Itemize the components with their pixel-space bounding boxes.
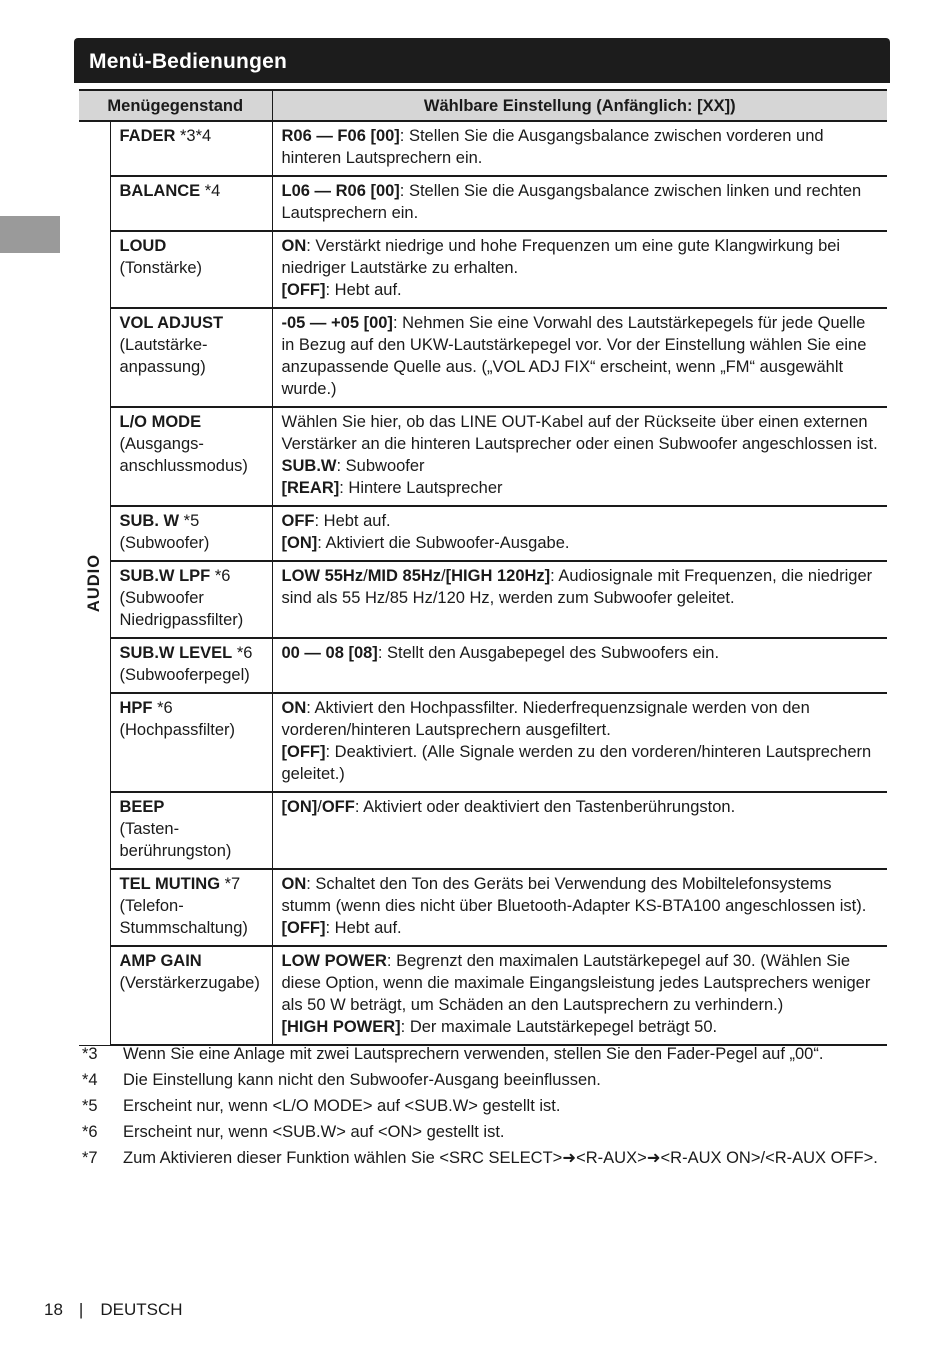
table-row	[79, 121, 887, 176]
setting-cell	[272, 869, 887, 946]
setting-text: : Schaltet den Ton des Geräts bei Verwendung des Mobiltelefonsystems stumm (wenn dies nicht über Bluetooth-Adapter KS-BTA100 angeschlossen ist).	[281, 875, 867, 915]
setting-value: ON	[281, 875, 307, 893]
setting-value: [ON]	[281, 798, 318, 816]
footnote-text: Wenn Sie eine Anlage mit zwei Lautsprechern verwenden, stellen Sie den Fader-Pegel auf „00“.	[123, 1045, 824, 1063]
setting-value: LOW 55Hz	[281, 567, 364, 585]
menu-item-name: HPF	[119, 699, 153, 717]
menu-item-cell	[110, 407, 272, 506]
menu-item-cell	[110, 176, 272, 231]
setting-line	[282, 235, 882, 279]
menu-item-description: (Lautstärke-	[119, 336, 208, 354]
footnote-text: Zum Aktivieren dieser Funktion wählen Sie <SRC SELECT>➜<R-AUX>➜<R-AUX ON>/<R-AUX OFF>.	[123, 1149, 878, 1167]
footnote	[82, 1095, 887, 1117]
setting-value: [REAR]	[281, 479, 340, 497]
menu-item-footnote-ref: *5	[179, 512, 200, 530]
setting-line	[282, 697, 882, 741]
setting-cell	[272, 407, 887, 506]
setting-line	[282, 950, 882, 1016]
table-row	[79, 638, 887, 693]
menu-item-footnote-ref: *3*4	[175, 127, 212, 145]
table-row	[79, 407, 887, 506]
footnote-text: Die Einstellung kann nicht den Subwoofer-Ausgang beeinflussen.	[123, 1071, 601, 1089]
setting-text: : Audiosignale mit Frequenzen, die niedriger sind als 55 Hz/85 Hz/120 Hz, werden zum Subwoofer geleitet.	[281, 567, 873, 607]
setting-cell	[272, 561, 887, 638]
setting-cell	[272, 176, 887, 231]
table-row	[79, 561, 887, 638]
setting-cell	[272, 308, 887, 407]
menu-item-name: SUB. W	[119, 512, 180, 530]
setting-value: ON	[281, 237, 307, 255]
footnote-mark: *3	[82, 1045, 98, 1063]
setting-value: L06 — R06 [00]	[281, 182, 400, 200]
menu-item-footnote-ref: *6	[232, 644, 253, 662]
setting-line	[282, 741, 882, 785]
column-header-item: Menügegenstand	[79, 90, 272, 121]
setting-text: : Subwoofer	[336, 457, 425, 475]
setting-text: : Begrenzt den maximalen Lautstärkepegel auf 30. (Wählen Sie diese Option, wenn die maximale Eingangsleistung jedes Lautsprechers weniger als 50 W beträgt, um Schäden an den Lautsprechern zu verhindern.)	[281, 952, 871, 1014]
setting-text: : Aktiviert den Hochpassfilter. Niederfrequenzsignale werden von den vorderen/hinteren Lautsprechern ausgefiltert.	[281, 699, 810, 739]
category-label: AUDIO	[85, 554, 104, 613]
setting-value: -05 — +05 [00]	[281, 314, 393, 332]
footnote-mark: *6	[82, 1123, 98, 1141]
footnote-mark: *7	[82, 1149, 98, 1167]
setting-line	[282, 125, 882, 169]
menu-item-description: (Telefon-	[119, 897, 184, 915]
setting-value: [HIGH 120Hz]	[445, 567, 551, 585]
footnote	[82, 1147, 887, 1169]
setting-line	[282, 532, 882, 554]
setting-line	[282, 917, 882, 939]
menu-item-description: (Tonstärke)	[119, 259, 203, 277]
menu-item-description: (Ausgangs-	[119, 435, 204, 453]
menu-item-footnote-ref: *4	[200, 182, 221, 200]
setting-value: [OFF]	[281, 743, 326, 761]
setting-value: 00 — 08 [08]	[281, 644, 378, 662]
menu-item-cell	[110, 946, 272, 1045]
setting-line	[282, 279, 882, 301]
table-row	[79, 792, 887, 869]
setting-line	[282, 642, 882, 664]
setting-line	[282, 312, 882, 400]
setting-value: OFF	[321, 798, 355, 816]
menu-item-description: (Verstärkerzugabe)	[119, 974, 260, 992]
setting-cell	[272, 506, 887, 561]
setting-value: [ON]	[281, 534, 318, 552]
menu-item-name: VOL ADJUST	[119, 314, 224, 332]
footnote-mark: *4	[82, 1071, 98, 1089]
footnote-mark: *5	[82, 1097, 98, 1115]
setting-line	[282, 477, 882, 499]
page-title: Menü-Bedienungen	[89, 50, 288, 73]
table-row	[79, 946, 887, 1045]
setting-text: : Hebt auf.	[325, 281, 402, 299]
menu-item-description: (Hochpassfilter)	[119, 721, 236, 739]
menu-item-description: Niedrigpassfilter)	[119, 611, 244, 629]
setting-line	[282, 1016, 882, 1038]
menu-item-description: anschlussmodus)	[119, 457, 248, 475]
setting-cell	[272, 792, 887, 869]
footer-separator: |	[78, 1300, 84, 1319]
menu-item-description: berührungston)	[119, 842, 232, 860]
table-row	[79, 231, 887, 308]
setting-text: : Aktiviert oder deaktiviert den Tastenberührungston.	[354, 798, 736, 816]
setting-line	[282, 411, 882, 455]
setting-value: [HIGH POWER]	[281, 1018, 401, 1036]
menu-item-footnote-ref: *6	[210, 567, 231, 585]
setting-line	[282, 510, 882, 532]
setting-text: : Stellt den Ausgabepegel des Subwoofers ein.	[377, 644, 720, 662]
menu-item-cell	[110, 693, 272, 792]
setting-line	[282, 455, 882, 477]
table-row	[79, 693, 887, 792]
setting-text: /	[363, 567, 368, 585]
menu-item-cell	[110, 506, 272, 561]
setting-line	[282, 180, 882, 224]
menu-item-name: AMP GAIN	[119, 952, 202, 970]
setting-value: SUB.W	[281, 457, 337, 475]
setting-text: : Nehmen Sie eine Vorwahl des Lautstärkepegels für jede Quelle in Bezug auf den UKW-Lautstärkepegel vor. Vor der Einstellung wählen Sie eine anzupassende Quelle aus. („VOL ADJ FIX“ erscheint, wenn „FM“ ausgewählt wurde.)	[281, 314, 867, 398]
setting-text: Wählen Sie hier, ob das LINE OUT-Kabel auf der Rückseite über einen externen Verstärker an die hinteren Lautsprecher oder einen Subwoofer angeschlossen ist.	[281, 413, 878, 453]
footnote	[82, 1043, 887, 1065]
menu-settings-table	[79, 89, 887, 1046]
setting-text: : Der maximale Lautstärkepegel beträgt 50.	[400, 1018, 718, 1036]
menu-item-cell	[110, 638, 272, 693]
setting-text: : Stellen Sie die Ausgangsbalance zwischen linken und rechten Lautsprechern ein.	[281, 182, 862, 222]
menu-item-name: BALANCE	[119, 182, 201, 200]
menu-item-footnote-ref: *6	[152, 699, 173, 717]
setting-text: : Hebt auf.	[325, 919, 402, 937]
setting-text: : Stellen Sie die Ausgangsbalance zwischen vorderen und hinteren Lautsprechern ein.	[281, 127, 824, 167]
menu-item-name: SUB.W LPF	[119, 567, 211, 585]
menu-item-name: TEL MUTING	[119, 875, 221, 893]
menu-item-footnote-ref: *7	[220, 875, 241, 893]
menu-item-cell	[110, 792, 272, 869]
setting-text: /	[317, 798, 322, 816]
menu-item-description: anpassung)	[119, 358, 206, 376]
page-number: 18	[44, 1300, 63, 1319]
footnote	[82, 1069, 887, 1091]
menu-item-cell	[110, 308, 272, 407]
setting-text: /	[441, 567, 446, 585]
page-footer	[44, 1300, 183, 1320]
setting-value: ON	[281, 699, 307, 717]
menu-item-name: BEEP	[119, 798, 165, 816]
setting-line	[282, 796, 882, 818]
footnotes	[82, 1043, 887, 1173]
setting-cell	[272, 693, 887, 792]
footnote-text: Erscheint nur, wenn <SUB.W> auf <ON> gestellt ist.	[123, 1123, 505, 1141]
menu-item-name: L/O MODE	[119, 413, 202, 431]
footnote-text: Erscheint nur, wenn <L/O MODE> auf <SUB.W> gestellt ist.	[123, 1097, 561, 1115]
setting-text: : Hintere Lautsprecher	[339, 479, 503, 497]
setting-text: : Hebt auf.	[314, 512, 391, 530]
menu-item-description: (Subwooferpegel)	[119, 666, 250, 684]
table-body	[79, 121, 887, 1045]
menu-item-description: (Subwoofer)	[119, 534, 210, 552]
setting-cell	[272, 638, 887, 693]
menu-item-name: SUB.W LEVEL	[119, 644, 233, 662]
table-row	[79, 176, 887, 231]
menu-item-cell	[110, 561, 272, 638]
setting-value: MID 85Hz	[367, 567, 442, 585]
setting-cell	[272, 121, 887, 176]
setting-cell	[272, 946, 887, 1045]
table-row	[79, 869, 887, 946]
table-row	[79, 308, 887, 407]
table-row	[79, 506, 887, 561]
setting-text: : Deaktiviert. (Alle Signale werden zu den vorderen/hinteren Lautsprechern geleitet.)	[281, 743, 872, 783]
setting-line	[282, 565, 882, 609]
footer-language: DEUTSCH	[100, 1300, 183, 1319]
menu-item-description: (Tasten-	[119, 820, 180, 838]
setting-text: : Aktiviert die Subwoofer-Ausgabe.	[317, 534, 570, 552]
category-cell	[79, 121, 110, 1045]
column-header-setting: Wählbare Einstellung (Anfänglich: [XX])	[272, 90, 887, 121]
setting-value: [OFF]	[281, 281, 326, 299]
setting-text: : Verstärkt niedrige und hohe Frequenzen um eine gute Klangwirkung bei niedriger Lautstärke zu erhalten.	[281, 237, 841, 277]
setting-value: R06 — F06 [00]	[281, 127, 400, 145]
setting-value: LOW POWER	[281, 952, 387, 970]
menu-item-description: (Subwoofer	[119, 589, 204, 607]
menu-item-name: FADER	[119, 127, 176, 145]
menu-item-name: LOUD	[119, 237, 167, 255]
setting-cell	[272, 231, 887, 308]
setting-value: OFF	[281, 512, 315, 530]
table-header-row	[79, 90, 887, 121]
section-tab-marker	[0, 216, 60, 253]
section-header	[74, 38, 890, 83]
menu-item-cell	[110, 121, 272, 176]
setting-line	[282, 873, 882, 917]
footnote	[82, 1121, 887, 1143]
setting-value: [OFF]	[281, 919, 326, 937]
menu-item-cell	[110, 869, 272, 946]
menu-item-description: Stummschaltung)	[119, 919, 248, 937]
menu-item-cell	[110, 231, 272, 308]
